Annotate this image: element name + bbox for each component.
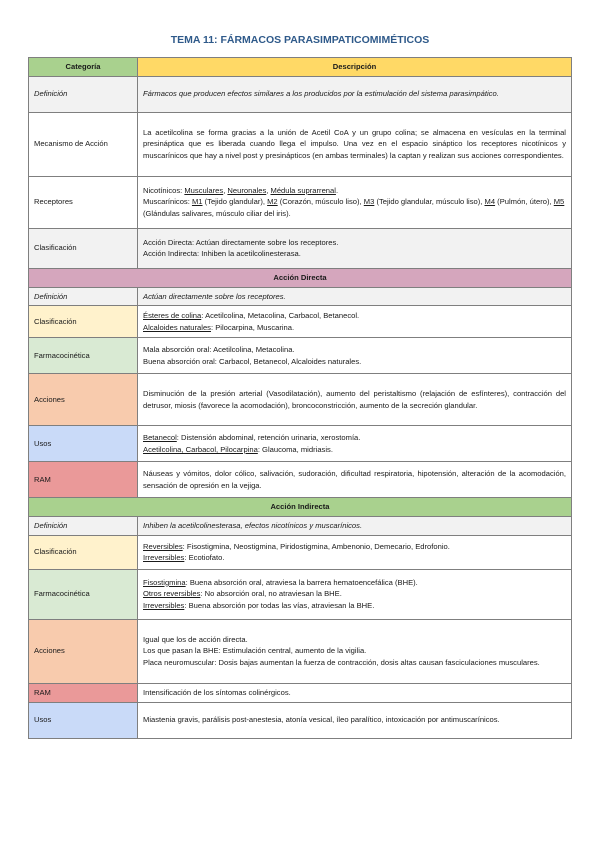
text xyxy=(143,577,566,589)
row-text: Fármacos que producen efectos similares a los producidos por la estimulación del sistema parasimpático. xyxy=(138,76,572,112)
text: : Buena absorción por todas las vías, atraviesan la BHE. xyxy=(184,601,375,611)
text xyxy=(143,600,566,612)
text: Musculares xyxy=(184,185,224,195)
table-row xyxy=(29,683,572,702)
text: Acción Directa: Actúan directamente sobre los receptores. xyxy=(143,237,339,247)
receptores-cell xyxy=(138,176,572,228)
text: Irreversibles xyxy=(143,553,185,563)
row-text: Actúan directamente sobre los receptores. xyxy=(138,287,572,306)
text: Médula suprarrenal xyxy=(270,185,336,195)
text xyxy=(143,552,566,564)
text: : Fisostigmina, Neostigmina, Piridostigmina, Ambenonio, Demecario, Edrofonio. xyxy=(182,541,450,551)
text: (Corazón, músculo liso), xyxy=(277,197,364,207)
text: Acetilcolina, Carbacol, Pilocarpina xyxy=(143,444,258,454)
row-label: RAM xyxy=(29,683,138,702)
text xyxy=(143,322,566,334)
table-row xyxy=(29,287,572,306)
text: Nicotínicos: xyxy=(143,185,185,195)
row-label: Receptores xyxy=(29,176,138,228)
text: Alcaloides naturales xyxy=(143,322,211,332)
header-category: Categoría xyxy=(29,58,138,77)
text: : Ecotiofato. xyxy=(184,553,225,563)
muscarinic-line xyxy=(143,196,566,220)
row-text xyxy=(138,338,572,374)
row-text: Intensificación de los síntomas colinérgicos. xyxy=(138,683,572,702)
row-label: Acciones xyxy=(29,374,138,426)
text: : Acetilcolina, Metacolina, Carbacol, Betanecol. xyxy=(201,311,360,321)
row-label: Acciones xyxy=(29,619,138,683)
row-label: Clasificación xyxy=(29,535,138,569)
text: : Pilocarpina, Muscarina. xyxy=(210,322,295,332)
row-label: Clasificación xyxy=(29,228,138,268)
row-label: Usos xyxy=(29,426,138,462)
text: Igual que los de acción directa. xyxy=(143,634,248,644)
page-title: TEMA 11: FÁRMACOS PARASIMPATICOMIMÉTICOS xyxy=(170,34,430,46)
table-row xyxy=(29,228,572,268)
text: : Distensión abdominal, retención urinaria, xerostomía. xyxy=(176,433,361,443)
table-row xyxy=(29,569,572,619)
text: : Buena absorción oral, atraviesa la barrera hematoencefálica (BHE). xyxy=(185,577,418,587)
table-row xyxy=(29,702,572,738)
row-text: Miastenia gravis, parálisis post-anestesia, atonía vesical, íleo paralítico, intoxicación por antimuscarínicos. xyxy=(138,702,572,738)
text: Muscarínicos: xyxy=(143,197,192,207)
table-row xyxy=(29,619,572,683)
row-text xyxy=(138,228,572,268)
row-text xyxy=(138,569,572,619)
text: : No absorción oral, no atraviesan la BHE. xyxy=(200,589,342,599)
row-text: Inhiben la acetilcolinesterasa, efectos nicotínicos y muscarínicos. xyxy=(138,517,572,536)
table-row xyxy=(29,338,572,374)
table-row xyxy=(29,306,572,338)
text: Buena absorción oral: Carbacol, Betanecol, Alcaloides naturales. xyxy=(143,356,362,366)
table-row xyxy=(29,176,572,228)
section-header-indirecta xyxy=(29,498,572,517)
row-text: Disminución de la presión arterial (Vasodilatación), aumento del peristaltismo (relajación de esfínteres), contracción del detrusor, miosis (favorece la acomodación), broncoconstricción, aumento de la secreción glandular. xyxy=(138,374,572,426)
row-text: La acetilcolina se forma gracias a la unión de Acetil CoA y un grupo colina; se almacena en vesículas en la terminal presináptica que es liberada cuando llega el impulso. Una vez en el espacio sináptico los receptores nicotínicos y muscarínicos que hay a nivel post y presinápticos (en ambas terminales) la captan y realizan sus acciones correspondientes. xyxy=(138,112,572,176)
text: (Tejido glandular), xyxy=(202,197,268,207)
row-text xyxy=(138,535,572,569)
section-header-directa xyxy=(29,268,572,287)
text: Neuronales xyxy=(227,185,267,195)
table-row xyxy=(29,535,572,569)
row-label: Clasificación xyxy=(29,306,138,338)
text: (Glándulas salivares, músculo ciliar del iris). xyxy=(143,209,291,219)
row-label: Definición xyxy=(29,287,138,306)
text: Los que pasan la BHE: Estimulación central, aumento de la vigilia. xyxy=(143,646,367,656)
header-description: Descripción xyxy=(138,58,572,77)
text: : Glaucoma, midriasis. xyxy=(257,444,333,454)
text: Ésteres de colina xyxy=(143,311,202,321)
row-label: Farmacocinética xyxy=(29,338,138,374)
table-row xyxy=(29,426,572,462)
row-text xyxy=(138,619,572,683)
text: M2 xyxy=(267,197,278,207)
table-row xyxy=(29,374,572,426)
table-row xyxy=(29,76,572,112)
text xyxy=(143,541,566,553)
nicotinic-line xyxy=(143,185,566,197)
text: . xyxy=(335,185,339,195)
text: (Pulmón, útero), xyxy=(495,197,554,207)
table-header-row xyxy=(29,58,572,77)
text: M1 xyxy=(191,197,203,207)
row-text xyxy=(138,306,572,338)
text: M3 xyxy=(363,197,375,207)
text: Mala absorción oral: Acetilcolina, Metacolina. xyxy=(143,345,295,355)
row-label: Usos xyxy=(29,702,138,738)
text: M4 xyxy=(484,197,496,207)
row-label: Definición xyxy=(29,517,138,536)
text: M5 xyxy=(553,197,565,207)
row-text: Náuseas y vómitos, dolor cólico, salivación, sudoración, dificultad respiratoria, hipotensión, alteración de la acomodación, sensación de opresión en la vejiga. xyxy=(138,462,572,498)
table-row xyxy=(29,112,572,176)
text: Reversibles xyxy=(143,541,183,551)
row-text xyxy=(138,426,572,462)
text xyxy=(143,444,566,456)
text: Acción Indirecta: Inhiben la acetilcolinesterasa. xyxy=(143,249,301,259)
text: Betanecol xyxy=(143,433,177,443)
row-label: Farmacocinética xyxy=(29,569,138,619)
section-title: Acción Directa xyxy=(29,268,572,287)
row-label: Mecanismo de Acción xyxy=(29,112,138,176)
text: , xyxy=(266,185,271,195)
text: Otros reversibles xyxy=(143,589,201,599)
text xyxy=(143,432,566,444)
text xyxy=(143,310,566,322)
text: (Tejido glandular, músculo liso), xyxy=(374,197,485,207)
row-label: Definición xyxy=(29,76,138,112)
table-row xyxy=(29,517,572,536)
table-row xyxy=(29,462,572,498)
row-label: RAM xyxy=(29,462,138,498)
text xyxy=(143,588,566,600)
text: Placa neuromuscular: Dosis bajas aumentan la fuerza de contracción, dosis altas causan fasciculaciones musculares. xyxy=(143,658,540,668)
text: Fisostigmina xyxy=(143,577,186,587)
section-title: Acción Indirecta xyxy=(29,498,572,517)
summary-table xyxy=(28,57,572,739)
text: Irreversibles xyxy=(143,601,185,611)
text: , xyxy=(223,185,228,195)
